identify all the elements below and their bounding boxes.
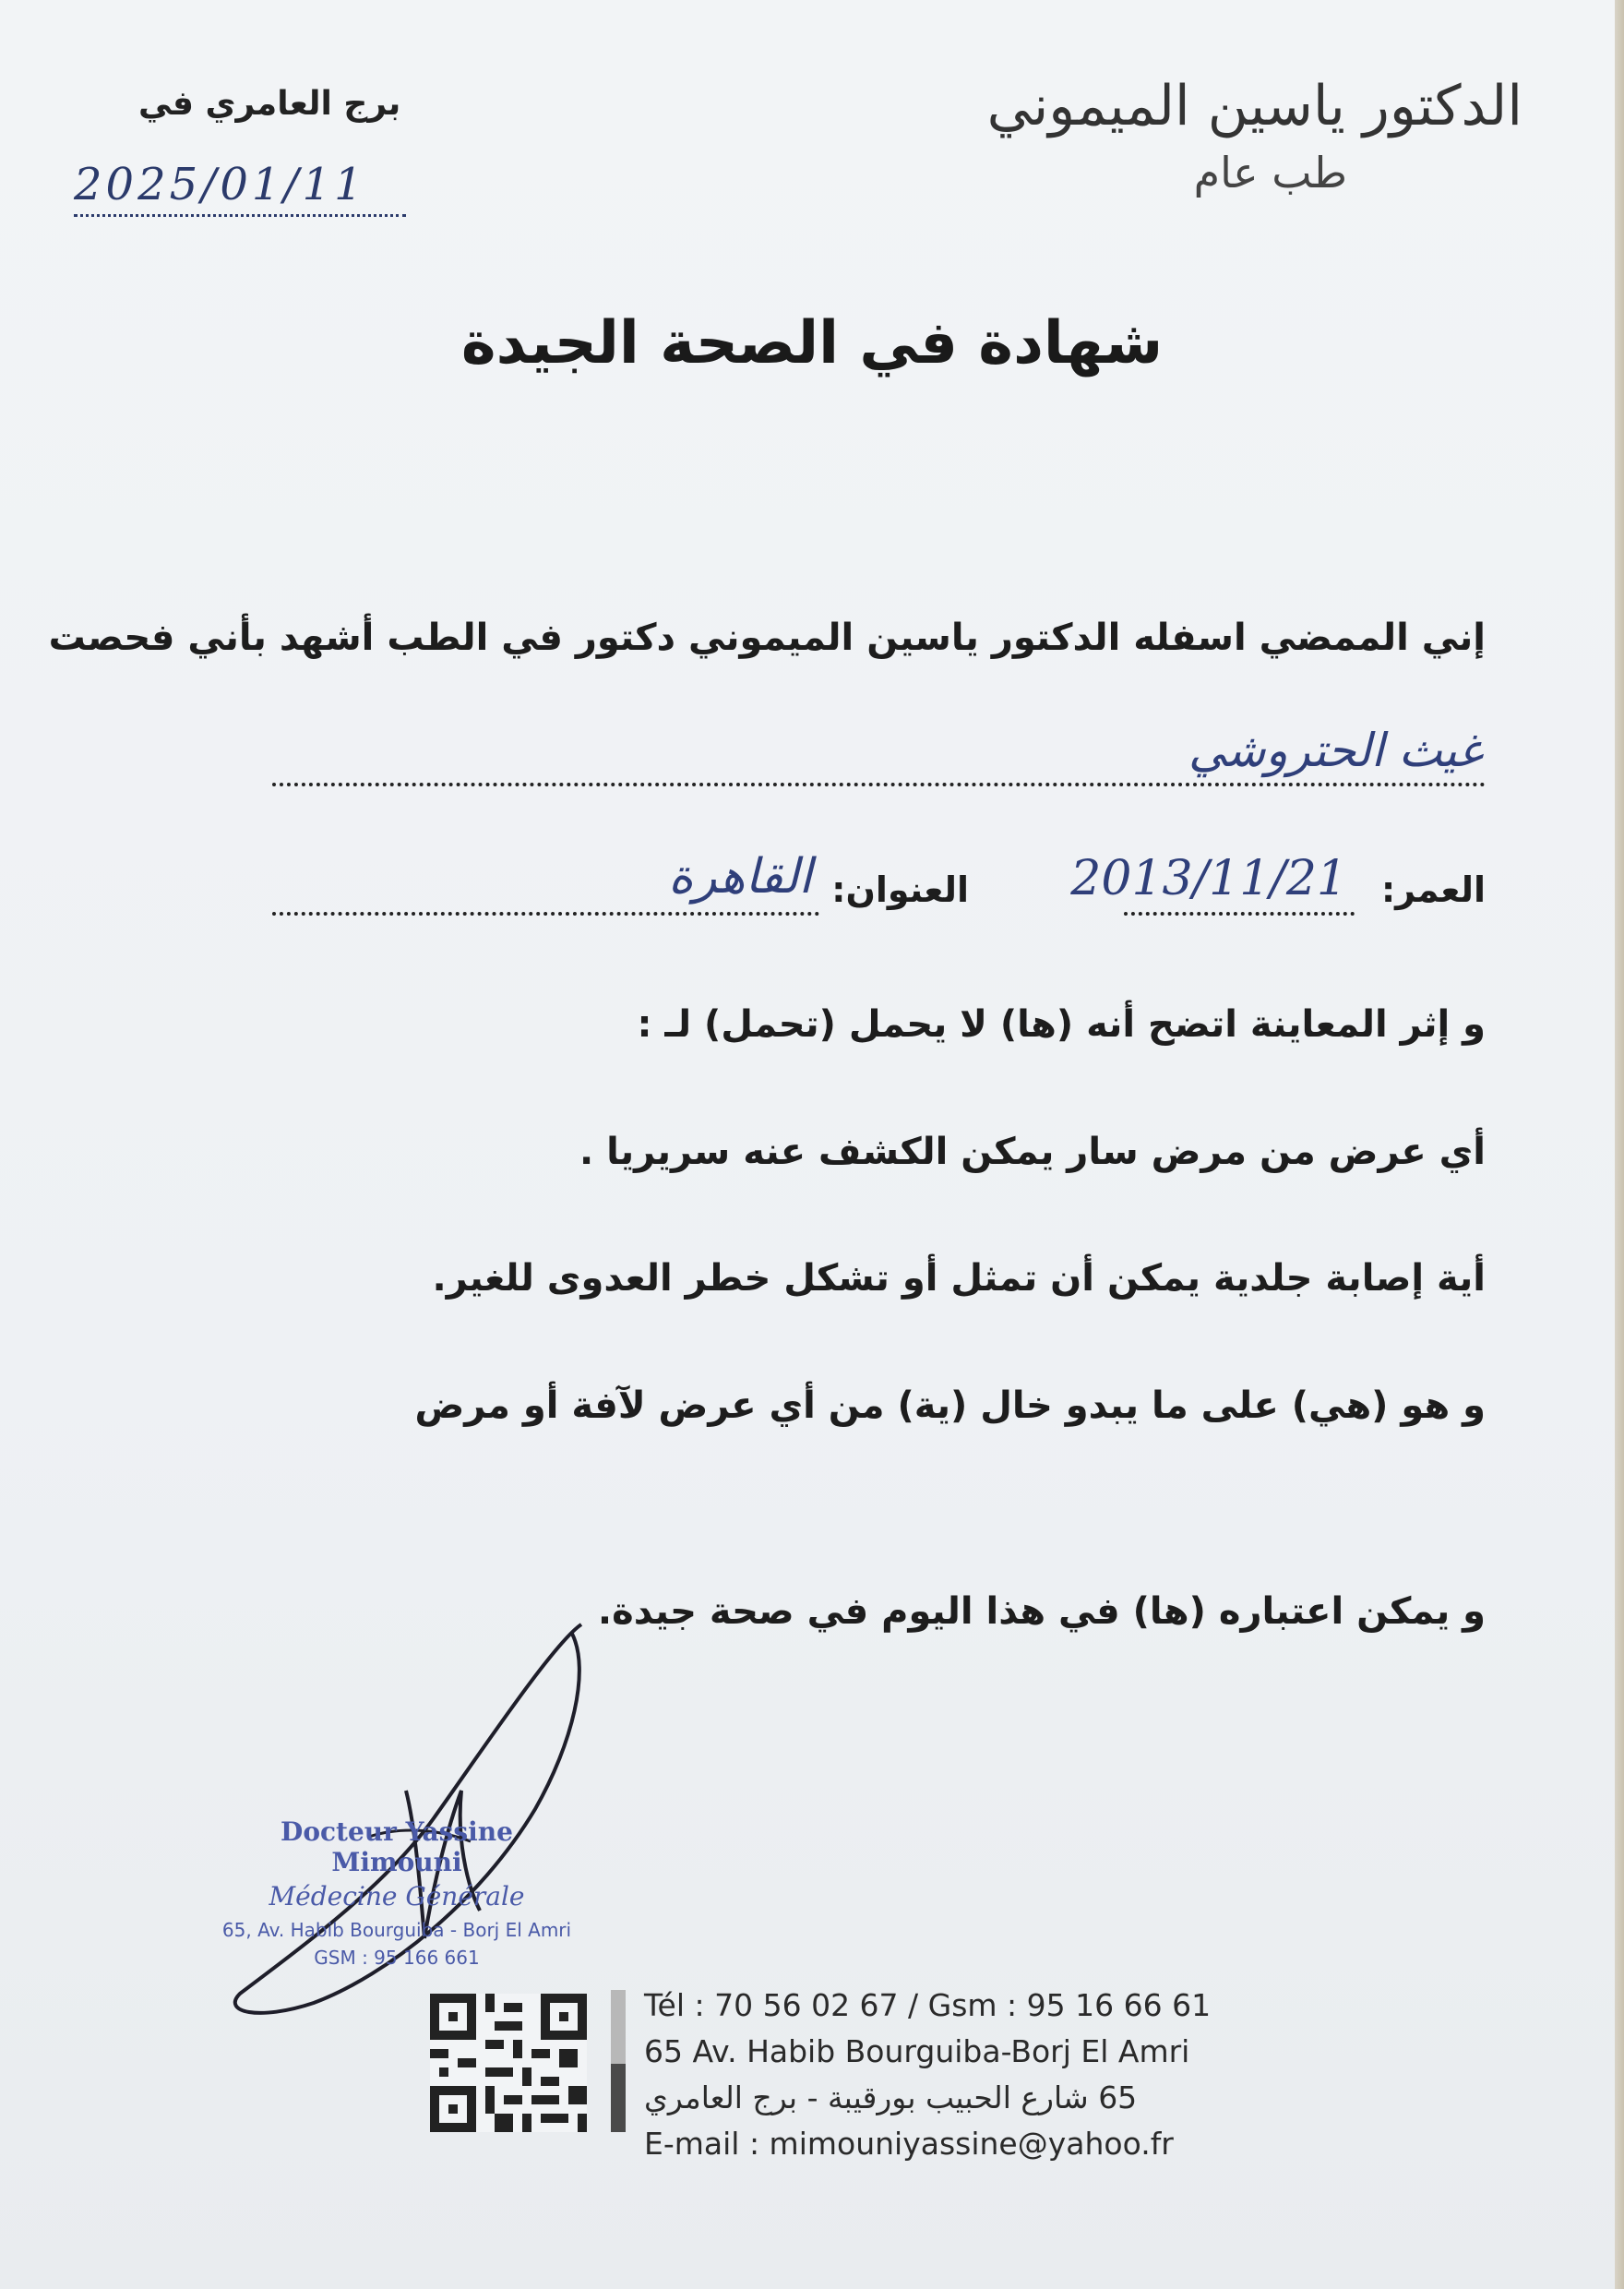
item-3: و هو (هي) على ما يبدو خال (ية) من أي عرض لآفة أو مرض <box>414 1384 1486 1427</box>
stamp-phone: GSM : 95 166 661 <box>314 1947 480 1969</box>
dotted-line <box>272 783 1486 786</box>
doctor-name: الدكتور ياسين الميموني <box>986 74 1522 138</box>
place-label: برج العامري في <box>138 85 401 123</box>
intro-line: إني الممضي اسفله الدكتور ياسين الميموني دكتور في الطب أشهد بأني فحصت <box>48 617 1486 659</box>
footer-contact <box>644 1983 1211 2167</box>
item-1: أي عرض من مرض سار يمكن الكشف عنه سريريا . <box>579 1131 1486 1173</box>
age-dotted-line <box>1124 912 1355 916</box>
handwritten-date: 2025/01/11 <box>74 159 406 217</box>
stamp-name: Docteur Yassine Mimouni <box>281 1816 513 1877</box>
patient-name-row <box>272 724 1486 794</box>
address-value: القاهرة <box>668 849 812 905</box>
stamp-specialty: Médecine Générale <box>269 1881 525 1911</box>
patient-name: غيث الحتروشي <box>1188 724 1482 777</box>
age-label: العمر: <box>1380 869 1486 910</box>
certificate-title: شهادة في الصحة الجيدة <box>460 309 1164 378</box>
footer-address-fr: 65 Av. Habib Bourguiba-Borj El Amri <box>644 2033 1190 2069</box>
footer-address-ar: 65 شارع الحبيب بورقيبة - برج العامري <box>644 2079 1138 2115</box>
address-dotted-line <box>272 912 819 916</box>
doctor-specialty: طب عام <box>1193 148 1347 198</box>
address-label: العنوان: <box>831 869 969 910</box>
footer-phones: Tél : 70 56 02 67 / Gsm : 95 16 66 61 <box>644 1987 1212 2023</box>
footer-divider <box>611 1990 626 2132</box>
item-2: أية إصابة جلدية يمكن أن تمثل أو تشكل خطر العدوى للغير. <box>432 1257 1486 1300</box>
footer-email: E-mail : mimouniyassine@yahoo.fr <box>644 2126 1174 2162</box>
qr-code-icon <box>430 1994 587 2132</box>
age-address-row <box>272 849 1486 923</box>
stamp-address: 65, Av. Habib Bourguiba - Borj El Amri <box>221 1919 572 1941</box>
finding-line: و إثر المعاينة اتضح أنه (ها) لا يحمل (تحمل) لـ : <box>637 1003 1486 1046</box>
doctor-stamp <box>221 1816 572 1969</box>
conclusion-line: و يمكن اعتباره (ها) في هذا اليوم في صحة جيدة. <box>597 1590 1486 1633</box>
age-value: 2013/11/21 <box>1070 851 1347 906</box>
